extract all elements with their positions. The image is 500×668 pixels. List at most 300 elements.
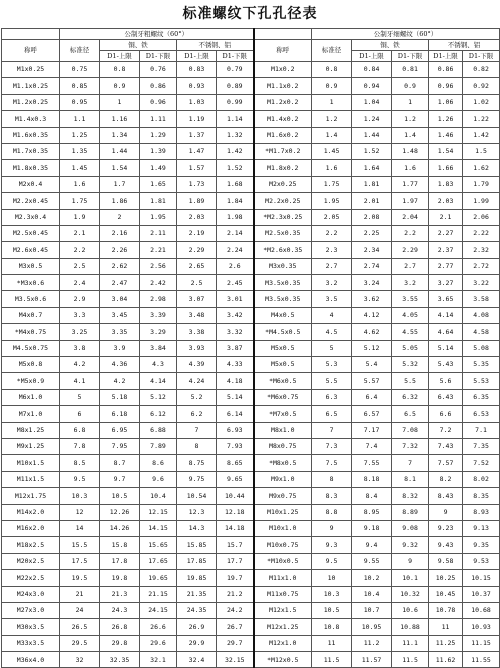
thread-spec-cell: *M12x0.5 [254, 652, 312, 668]
diameter-cell: 3.58 [463, 291, 500, 307]
table-row [2, 389, 500, 405]
table-row [2, 619, 500, 635]
diameter-cell: 2.1 [429, 209, 463, 225]
diameter-cell: 10.32 [392, 586, 429, 602]
diameter-cell: 10.2 [352, 570, 392, 586]
thread-spec-cell: M10x0.75 [254, 537, 312, 553]
diameter-cell: 11.5 [312, 652, 352, 668]
diameter-cell: 8.3 [312, 488, 352, 504]
diameter-cell: 9.23 [429, 520, 463, 536]
diameter-cell: 1.1 [60, 111, 100, 127]
diameter-cell: 2.77 [429, 258, 463, 274]
diameter-cell: 5.2 [177, 389, 217, 405]
diameter-cell: 4.3 [140, 357, 177, 373]
diameter-cell: 2.5 [60, 258, 100, 274]
diameter-cell: 5 [60, 389, 100, 405]
diameter-cell: 5.5 [312, 373, 352, 389]
diameter-cell: 15.65 [140, 537, 177, 553]
diameter-cell: 4.62 [352, 324, 392, 340]
diameter-cell: 26.5 [60, 619, 100, 635]
diameter-cell: 1.68 [217, 176, 254, 192]
diameter-cell: 2.19 [177, 225, 217, 241]
thread-spec-cell: M27x3.0 [2, 602, 60, 618]
diameter-cell: 4.14 [140, 373, 177, 389]
diameter-cell: 32.4 [177, 652, 217, 668]
diameter-cell: 3.48 [177, 307, 217, 323]
thread-spec-cell: M18x2.5 [2, 537, 60, 553]
diameter-cell: 9.5 [312, 553, 352, 569]
diameter-cell: 1.46 [429, 127, 463, 143]
diameter-cell: 7.8 [60, 438, 100, 454]
table-row [2, 275, 500, 291]
diameter-cell: 8.93 [463, 504, 500, 520]
diameter-cell: 5.14 [429, 340, 463, 356]
diameter-cell: 4.1 [60, 373, 100, 389]
diameter-cell: 11.15 [463, 635, 500, 651]
table-row [2, 520, 500, 536]
diameter-cell: 8.18 [352, 471, 392, 487]
header-name-right: 称呼 [254, 40, 312, 62]
thread-spec-cell: M2.2x0.25 [254, 193, 312, 209]
diameter-cell: 1.6 [312, 160, 352, 176]
diameter-cell: 9 [312, 520, 352, 536]
thread-spec-cell: M1.6x0.35 [2, 127, 60, 143]
diameter-cell: 1.39 [140, 143, 177, 159]
diameter-cell: 1.64 [352, 160, 392, 176]
diameter-cell: 1.75 [60, 193, 100, 209]
diameter-cell: 5.43 [429, 357, 463, 373]
thread-spec-cell: M30x3.5 [2, 619, 60, 635]
diameter-cell: 10 [312, 570, 352, 586]
diameter-cell: 1.49 [140, 160, 177, 176]
diameter-cell: 8.65 [217, 455, 254, 471]
thread-spec-cell: M2.6x0.45 [2, 242, 60, 258]
header-d1-lower: D1-下限 [217, 51, 254, 62]
diameter-cell: 2.01 [352, 193, 392, 209]
diameter-cell: 14.3 [177, 520, 217, 536]
diameter-cell: 1.9 [60, 209, 100, 225]
diameter-cell: 1.81 [140, 193, 177, 209]
diameter-cell: 3.55 [392, 291, 429, 307]
diameter-cell: 7 [392, 455, 429, 471]
diameter-cell: 5.05 [392, 340, 429, 356]
diameter-cell: 6.88 [140, 422, 177, 438]
diameter-cell: 10.8 [312, 619, 352, 635]
table-row [2, 652, 500, 668]
diameter-cell: 11 [429, 619, 463, 635]
thread-spec-cell: M1.1x0.2 [254, 78, 312, 94]
diameter-cell: 3.25 [60, 324, 100, 340]
diameter-cell: 5 [312, 340, 352, 356]
diameter-cell: 10.68 [463, 602, 500, 618]
diameter-cell: 3.9 [100, 340, 140, 356]
diameter-cell: 6.3 [312, 389, 352, 405]
thread-spec-cell: M9x0.75 [254, 488, 312, 504]
diameter-cell: 29.9 [177, 635, 217, 651]
diameter-cell: 12.3 [177, 504, 217, 520]
diameter-cell: 8.35 [463, 488, 500, 504]
diameter-cell: 11.2 [352, 635, 392, 651]
thread-spec-cell: M12x1.25 [254, 619, 312, 635]
table-row [2, 94, 500, 110]
diameter-cell: 1.2 [312, 111, 352, 127]
diameter-cell: 2.32 [463, 242, 500, 258]
table-row [2, 160, 500, 176]
thread-spec-cell: *M8x0.5 [254, 455, 312, 471]
diameter-cell: 21.15 [140, 586, 177, 602]
thread-spec-cell: M12x1.75 [2, 488, 60, 504]
diameter-cell: 1.02 [463, 94, 500, 110]
diameter-cell: 1.35 [60, 143, 100, 159]
table-row [2, 602, 500, 618]
diameter-cell: 1.25 [60, 127, 100, 143]
header-std-right: 标准径 [312, 40, 352, 62]
diameter-cell: 10.7 [352, 602, 392, 618]
diameter-cell: 2.56 [140, 258, 177, 274]
table-row [2, 455, 500, 471]
thread-spec-cell: M1.4x0.3 [2, 111, 60, 127]
diameter-cell: 10.15 [463, 570, 500, 586]
thread-spec-cell: M1.8x0.35 [2, 160, 60, 176]
diameter-cell: 8.4 [352, 488, 392, 504]
header-blank-left [2, 29, 60, 40]
diameter-cell: 24 [60, 602, 100, 618]
diameter-cell: 3.5 [312, 291, 352, 307]
diameter-cell: 26.6 [140, 619, 177, 635]
diameter-cell: 7.5 [312, 455, 352, 471]
diameter-cell: 4.12 [352, 307, 392, 323]
diameter-cell: 19.7 [217, 570, 254, 586]
diameter-cell: 8.89 [392, 504, 429, 520]
diameter-cell: 0.96 [429, 78, 463, 94]
diameter-cell: 10.54 [177, 488, 217, 504]
diameter-cell: 1.65 [140, 176, 177, 192]
diameter-cell: 8.7 [100, 455, 140, 471]
thread-spec-cell: M3.5x0.35 [254, 275, 312, 291]
diameter-cell: 1.26 [429, 111, 463, 127]
diameter-cell: 5.12 [352, 340, 392, 356]
diameter-cell: 9.13 [463, 520, 500, 536]
diameter-cell: 6.5 [312, 406, 352, 422]
diameter-cell: 32.1 [140, 652, 177, 668]
diameter-cell: 5.53 [463, 373, 500, 389]
diameter-cell: 12.18 [217, 504, 254, 520]
table-row [2, 340, 500, 356]
diameter-cell: 7 [177, 422, 217, 438]
diameter-cell: 21.3 [100, 586, 140, 602]
diameter-cell: 3.39 [140, 307, 177, 323]
header-d1-lower: D1-下限 [463, 51, 500, 62]
diameter-cell: 4.08 [463, 307, 500, 323]
diameter-cell: 1.89 [177, 193, 217, 209]
table-row [2, 635, 500, 651]
diameter-cell: 1.52 [217, 160, 254, 176]
diameter-cell: 1.77 [392, 176, 429, 192]
diameter-cell: 3.07 [177, 291, 217, 307]
diameter-cell: 0.79 [217, 62, 254, 78]
table-row [2, 258, 500, 274]
diameter-cell: 7.55 [352, 455, 392, 471]
diameter-cell: 1.11 [140, 111, 177, 127]
diameter-cell: 1.2 [392, 111, 429, 127]
diameter-cell: 2.04 [392, 209, 429, 225]
diameter-cell: 2.65 [177, 258, 217, 274]
diameter-cell: 1.6 [392, 160, 429, 176]
thread-spec-cell: *M6x0.5 [254, 373, 312, 389]
diameter-cell: 0.8 [100, 62, 140, 78]
diameter-cell: 1.79 [463, 176, 500, 192]
diameter-cell: 1 [100, 94, 140, 110]
diameter-cell: 9.08 [392, 520, 429, 536]
diameter-cell: 7.2 [429, 422, 463, 438]
diameter-cell: 9.35 [463, 537, 500, 553]
diameter-cell: 1.81 [352, 176, 392, 192]
thread-spec-cell: M2x0.25 [254, 176, 312, 192]
diameter-cell: 6.14 [217, 406, 254, 422]
diameter-cell: 2.29 [177, 242, 217, 258]
diameter-cell: 5.5 [392, 373, 429, 389]
thread-spec-cell: M11x1.0 [254, 570, 312, 586]
diameter-cell: 7 [312, 422, 352, 438]
diameter-cell: 2.1 [60, 225, 100, 241]
diameter-cell: 1.62 [463, 160, 500, 176]
header-steel-left: 铜、铁 [100, 40, 177, 51]
diameter-cell: 5.4 [352, 357, 392, 373]
diameter-cell: 3.3 [60, 307, 100, 323]
thread-spec-cell: *M6x0.75 [254, 389, 312, 405]
diameter-cell: 0.83 [177, 62, 217, 78]
diameter-cell: 5.18 [100, 389, 140, 405]
diameter-cell: 1.97 [392, 193, 429, 209]
diameter-cell: 14.26 [100, 520, 140, 536]
diameter-cell: 10.6 [392, 602, 429, 618]
table-row [2, 422, 500, 438]
thread-spec-cell: M1x0.2 [254, 62, 312, 78]
diameter-cell: 2.05 [312, 209, 352, 225]
diameter-cell: 0.9 [392, 78, 429, 94]
diameter-cell: 2.47 [100, 275, 140, 291]
diameter-cell: 8.5 [60, 455, 100, 471]
thread-spec-cell: M9x1.0 [254, 471, 312, 487]
diameter-cell: 10.3 [60, 488, 100, 504]
diameter-cell: 1.44 [352, 127, 392, 143]
diameter-cell: 11 [312, 635, 352, 651]
diameter-cell: 2.27 [429, 225, 463, 241]
diameter-cell: 1.48 [392, 143, 429, 159]
diameter-cell: 2.5 [177, 275, 217, 291]
thread-spec-cell: M10x1.25 [254, 504, 312, 520]
diameter-cell: 3.01 [217, 291, 254, 307]
diameter-cell: 1.66 [429, 160, 463, 176]
table-row [2, 111, 500, 127]
thread-spec-cell: *M2.3x0.25 [254, 209, 312, 225]
header-stainless-left: 不锈钢、铝 [177, 40, 254, 51]
diameter-cell: 7.57 [429, 455, 463, 471]
header-name-left: 称呼 [2, 40, 60, 62]
diameter-cell: 10.45 [429, 586, 463, 602]
diameter-cell: 2.3 [312, 242, 352, 258]
diameter-cell: 2.21 [140, 242, 177, 258]
diameter-cell: 0.75 [60, 62, 100, 78]
diameter-cell: 21.35 [177, 586, 217, 602]
diameter-cell: 1.57 [177, 160, 217, 176]
thread-spec-cell: M1.4x0.2 [254, 111, 312, 127]
diameter-cell: 5.6 [429, 373, 463, 389]
diameter-cell: 9.5 [60, 471, 100, 487]
diameter-cell: 1.44 [100, 143, 140, 159]
diameter-cell: 8.43 [429, 488, 463, 504]
thread-spec-cell: M1.8x0.2 [254, 160, 312, 176]
diameter-cell: 1.95 [312, 193, 352, 209]
thread-spec-cell: M2.2x0.45 [2, 193, 60, 209]
diameter-cell: 1.84 [217, 193, 254, 209]
table-row [2, 242, 500, 258]
diameter-cell: 7.89 [140, 438, 177, 454]
diameter-cell: 8 [312, 471, 352, 487]
thread-spec-cell: M16x2.0 [2, 520, 60, 536]
diameter-cell: 0.9 [312, 78, 352, 94]
diameter-cell: 6.93 [217, 422, 254, 438]
diameter-cell: 5.35 [463, 357, 500, 373]
diameter-cell: 10.37 [463, 586, 500, 602]
diameter-cell: 10.88 [392, 619, 429, 635]
thread-spec-cell: M1.1x0.25 [2, 78, 60, 94]
diameter-cell: 0.76 [140, 62, 177, 78]
diameter-cell: 7.35 [463, 438, 500, 454]
diameter-cell: 1.4 [312, 127, 352, 143]
diameter-cell: 1.86 [100, 193, 140, 209]
diameter-cell: 32.15 [217, 652, 254, 668]
diameter-cell: 3.2 [392, 275, 429, 291]
diameter-cell: 32.35 [100, 652, 140, 668]
diameter-cell: 6.57 [352, 406, 392, 422]
diameter-cell: 3.8 [60, 340, 100, 356]
diameter-cell: 17.85 [177, 553, 217, 569]
diameter-cell: 9.7 [100, 471, 140, 487]
thread-spec-cell: M5x0.8 [2, 357, 60, 373]
diameter-cell: 2.45 [217, 275, 254, 291]
diameter-cell: 3.84 [140, 340, 177, 356]
diameter-cell: 6.18 [100, 406, 140, 422]
thread-spec-cell: *M10x0.5 [254, 553, 312, 569]
diameter-cell: 3.93 [177, 340, 217, 356]
diameter-cell: 8.02 [463, 471, 500, 487]
diameter-cell: 4 [312, 307, 352, 323]
diameter-cell: 2.7 [312, 258, 352, 274]
header-row-categories [2, 40, 500, 51]
diameter-cell: 15.7 [217, 537, 254, 553]
table-row [2, 193, 500, 209]
table-row [2, 357, 500, 373]
diameter-cell: 1.19 [177, 111, 217, 127]
diameter-cell: 7.43 [429, 438, 463, 454]
thread-spec-cell: M2.5x0.45 [2, 225, 60, 241]
thread-spec-cell: M11x0.75 [254, 586, 312, 602]
thread-spec-cell: M24x3.0 [2, 586, 60, 602]
thread-table [1, 28, 500, 668]
diameter-cell: 8.32 [392, 488, 429, 504]
diameter-cell: 6.32 [392, 389, 429, 405]
diameter-cell: 9.6 [140, 471, 177, 487]
diameter-cell: 10.95 [352, 619, 392, 635]
thread-spec-cell: *M7x0.5 [254, 406, 312, 422]
diameter-cell: 7.3 [312, 438, 352, 454]
diameter-cell: 1.73 [177, 176, 217, 192]
diameter-cell: 7.32 [392, 438, 429, 454]
diameter-cell: 6.6 [429, 406, 463, 422]
thread-spec-cell: *M3x0.6 [2, 275, 60, 291]
diameter-cell: 1.32 [217, 127, 254, 143]
header-blank-right [254, 29, 312, 40]
diameter-cell: 0.81 [392, 62, 429, 78]
table-row [2, 307, 500, 323]
diameter-cell: 2.06 [463, 209, 500, 225]
diameter-cell: 26.8 [100, 619, 140, 635]
diameter-cell: 4.58 [463, 324, 500, 340]
diameter-cell: 2.26 [100, 242, 140, 258]
diameter-cell: 1.54 [429, 143, 463, 159]
table-row [2, 176, 500, 192]
diameter-cell: 21.2 [217, 586, 254, 602]
diameter-cell: 29.8 [100, 635, 140, 651]
diameter-cell: 0.86 [429, 62, 463, 78]
diameter-cell: 2.2 [60, 242, 100, 258]
diameter-cell: 2.6 [217, 258, 254, 274]
diameter-cell: 0.95 [60, 94, 100, 110]
diameter-cell: 1.6 [60, 176, 100, 192]
table-row [2, 291, 500, 307]
thread-spec-cell: M6x1.0 [2, 389, 60, 405]
diameter-cell: 0.82 [463, 62, 500, 78]
diameter-cell: 5.14 [217, 389, 254, 405]
diameter-cell: 8.95 [352, 504, 392, 520]
thread-spec-cell: M8x1.25 [2, 422, 60, 438]
diameter-cell: 8.8 [312, 504, 352, 520]
diameter-cell: 9.3 [312, 537, 352, 553]
thread-spec-cell: M22x2.5 [2, 570, 60, 586]
diameter-cell: 5.3 [312, 357, 352, 373]
header-std-left: 标准径 [60, 40, 100, 62]
diameter-cell: 3.35 [100, 324, 140, 340]
diameter-cell: 1.52 [352, 143, 392, 159]
header-d1-upper: D1-上限 [177, 51, 217, 62]
thread-spec-cell: M1.2x0.25 [2, 94, 60, 110]
diameter-cell: 8.75 [177, 455, 217, 471]
thread-spec-cell: M8x0.75 [254, 438, 312, 454]
diameter-cell: 5.12 [140, 389, 177, 405]
diameter-cell: 2.72 [463, 258, 500, 274]
thread-spec-cell: M33x3.5 [2, 635, 60, 651]
diameter-cell: 15.8 [100, 537, 140, 553]
diameter-cell: 6.35 [463, 389, 500, 405]
diameter-cell: 19.8 [100, 570, 140, 586]
diameter-cell: 2.29 [392, 242, 429, 258]
diameter-cell: 2.14 [217, 225, 254, 241]
diameter-cell: 3.27 [429, 275, 463, 291]
thread-spec-cell: M8x1.0 [254, 422, 312, 438]
diameter-cell: 1.24 [352, 111, 392, 127]
thread-spec-cell: M36x4.0 [2, 652, 60, 668]
diameter-cell: 1.7 [100, 176, 140, 192]
diameter-cell: 1.03 [177, 94, 217, 110]
diameter-cell: 2.03 [429, 193, 463, 209]
diameter-cell: 6.2 [177, 406, 217, 422]
diameter-cell: 1.5 [463, 143, 500, 159]
diameter-cell: 19.65 [140, 570, 177, 586]
diameter-cell: 4.36 [100, 357, 140, 373]
diameter-cell: 4.55 [392, 324, 429, 340]
diameter-cell: 6.53 [463, 406, 500, 422]
